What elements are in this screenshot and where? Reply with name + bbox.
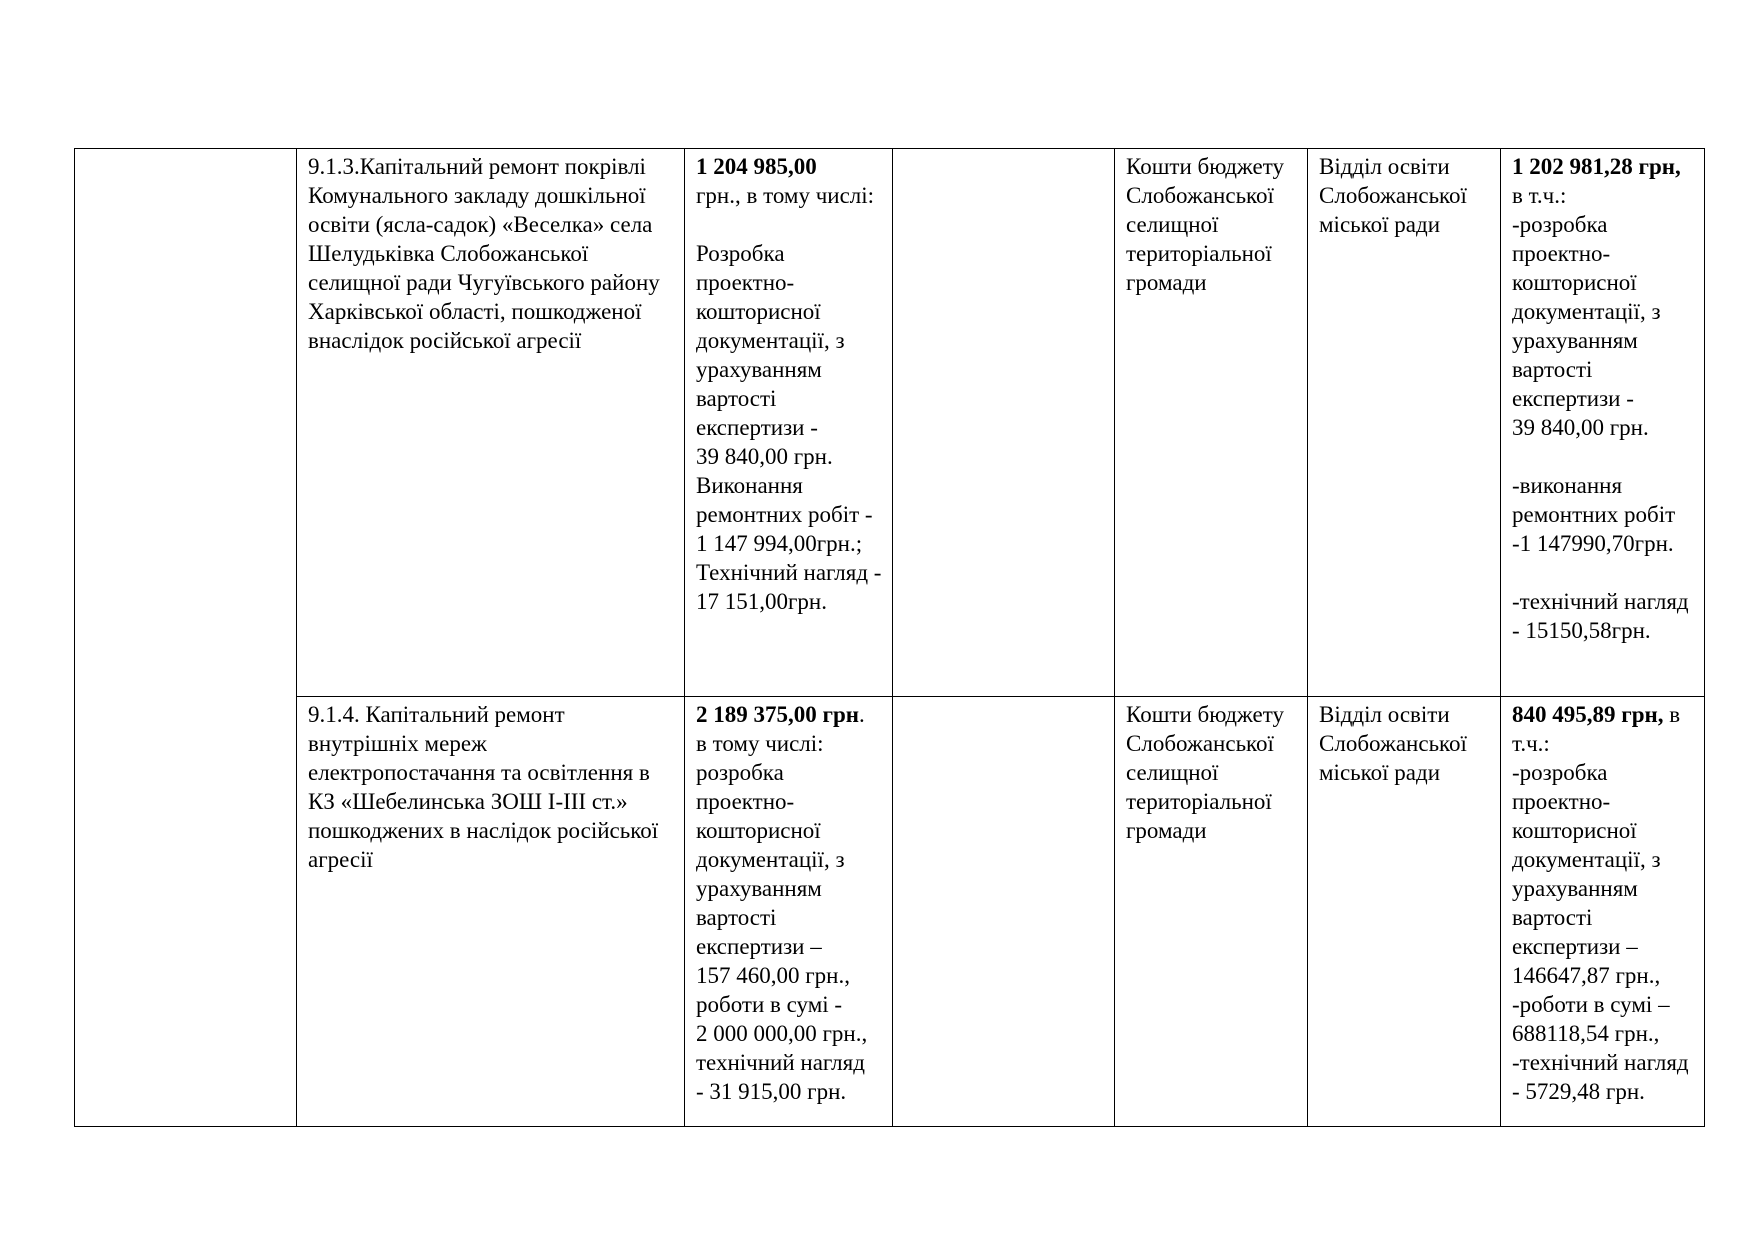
measure-title-cell	[297, 697, 685, 1127]
works-value: 2 000 000,00 грн.,	[696, 1021, 868, 1046]
planned-intro: в тому числі:	[696, 731, 824, 756]
funding-cell	[1115, 697, 1308, 1127]
funding-source: Кошти бюджету Слобожанської селищної територіальної громади	[1126, 154, 1284, 295]
spacer	[1512, 442, 1696, 471]
planned-total-suffix: .	[859, 702, 865, 727]
planned-cost-cell	[685, 149, 893, 697]
spacer	[696, 210, 884, 239]
result-cell	[1501, 697, 1705, 1127]
result-works: -виконання ремонтних робіт -1 147990,70грн.	[1512, 473, 1681, 556]
result-design: -розробка проектно-кошторисної документації, з урахуванням вартості експертизи -	[1512, 212, 1667, 411]
supervision-label: технічний нагляд	[696, 1050, 865, 1075]
spacer	[1512, 558, 1696, 587]
funding-source: Кошти бюджету Слобожанської селищної територіальної громади	[1126, 702, 1284, 843]
planned-cost-cell	[685, 697, 893, 1127]
executor-cell	[1308, 697, 1501, 1127]
measures-table	[74, 148, 1705, 1127]
result-design-value: 39 840,00 грн.	[1512, 415, 1649, 440]
works-label: роботи в сумі -	[696, 992, 843, 1017]
result-design-value: 146647,87 грн.,	[1512, 963, 1661, 988]
funding-cell	[1115, 149, 1308, 697]
result-total-suffix: в	[1663, 702, 1681, 727]
result-design: -розробка проектно-кошторисної документації, з урахуванням вартості експертизи –	[1512, 760, 1667, 959]
measure-title: 9.1.3.Капітальний ремонт покрівлі Комунального закладу дошкільної освіти (ясла-садок) «Веселка» села Шелудьківка Слобожанської селищної ради Чугуївського району Харківської області, пошкодженої внаслідок російської агресії	[308, 154, 660, 353]
table-row	[75, 697, 1705, 1127]
executor-cell	[1308, 149, 1501, 697]
result-supervision: -технічний нагляд - 5729,48 грн.	[1512, 1050, 1695, 1104]
result-supervision: -технічний нагляд - 15150,58грн.	[1512, 589, 1695, 643]
supervision-value: - 31 915,00 грн.	[696, 1079, 847, 1104]
works-label: Виконання ремонтних робіт -	[696, 473, 873, 527]
result-intro: в т.ч.:	[1512, 183, 1567, 208]
result-intro: т.ч.:	[1512, 731, 1550, 756]
design-label: Розробка проектно-кошторисної документації, з урахуванням вартості експертизи -	[696, 241, 851, 440]
design-value: 39 840,00 грн.	[696, 444, 833, 469]
result-works: -роботи в сумі – 688118,54 грн.,	[1512, 992, 1676, 1046]
supervision-value: 17 151,00грн.	[696, 589, 827, 614]
planned-total: 2 189 375,00 грн	[696, 702, 859, 727]
section-cell	[75, 149, 297, 1127]
design-value: 157 460,00 грн.,	[696, 963, 850, 988]
design-label: розробка проектно-кошторисної документації, з урахуванням вартості експертизи –	[696, 760, 851, 959]
result-cell	[1501, 149, 1705, 697]
executor: Відділ освіти Слобожанської міської ради	[1319, 154, 1467, 237]
table-row	[75, 149, 1705, 697]
measure-title: 9.1.4. Капітальний ремонт внутрішніх мереж електропостачання та освітлення в КЗ «Шебелинська ЗОШ І-ІІІ ст.» пошкоджених в наслідок російської агресії	[308, 702, 659, 872]
executor: Відділ освіти Слобожанської міської ради	[1319, 702, 1467, 785]
empty-cell	[893, 697, 1115, 1127]
measure-title-cell	[297, 149, 685, 697]
result-total: 840 495,89 грн,	[1512, 702, 1664, 727]
empty-cell	[893, 149, 1115, 697]
result-total: 1 202 981,28 грн,	[1512, 154, 1681, 179]
works-value: 1 147 994,00грн.;	[696, 531, 863, 556]
planned-total: 1 204 985,00	[696, 154, 817, 179]
supervision-label: Технічний нагляд -	[696, 560, 882, 585]
planned-total-suffix: грн., в тому числі:	[696, 183, 875, 208]
